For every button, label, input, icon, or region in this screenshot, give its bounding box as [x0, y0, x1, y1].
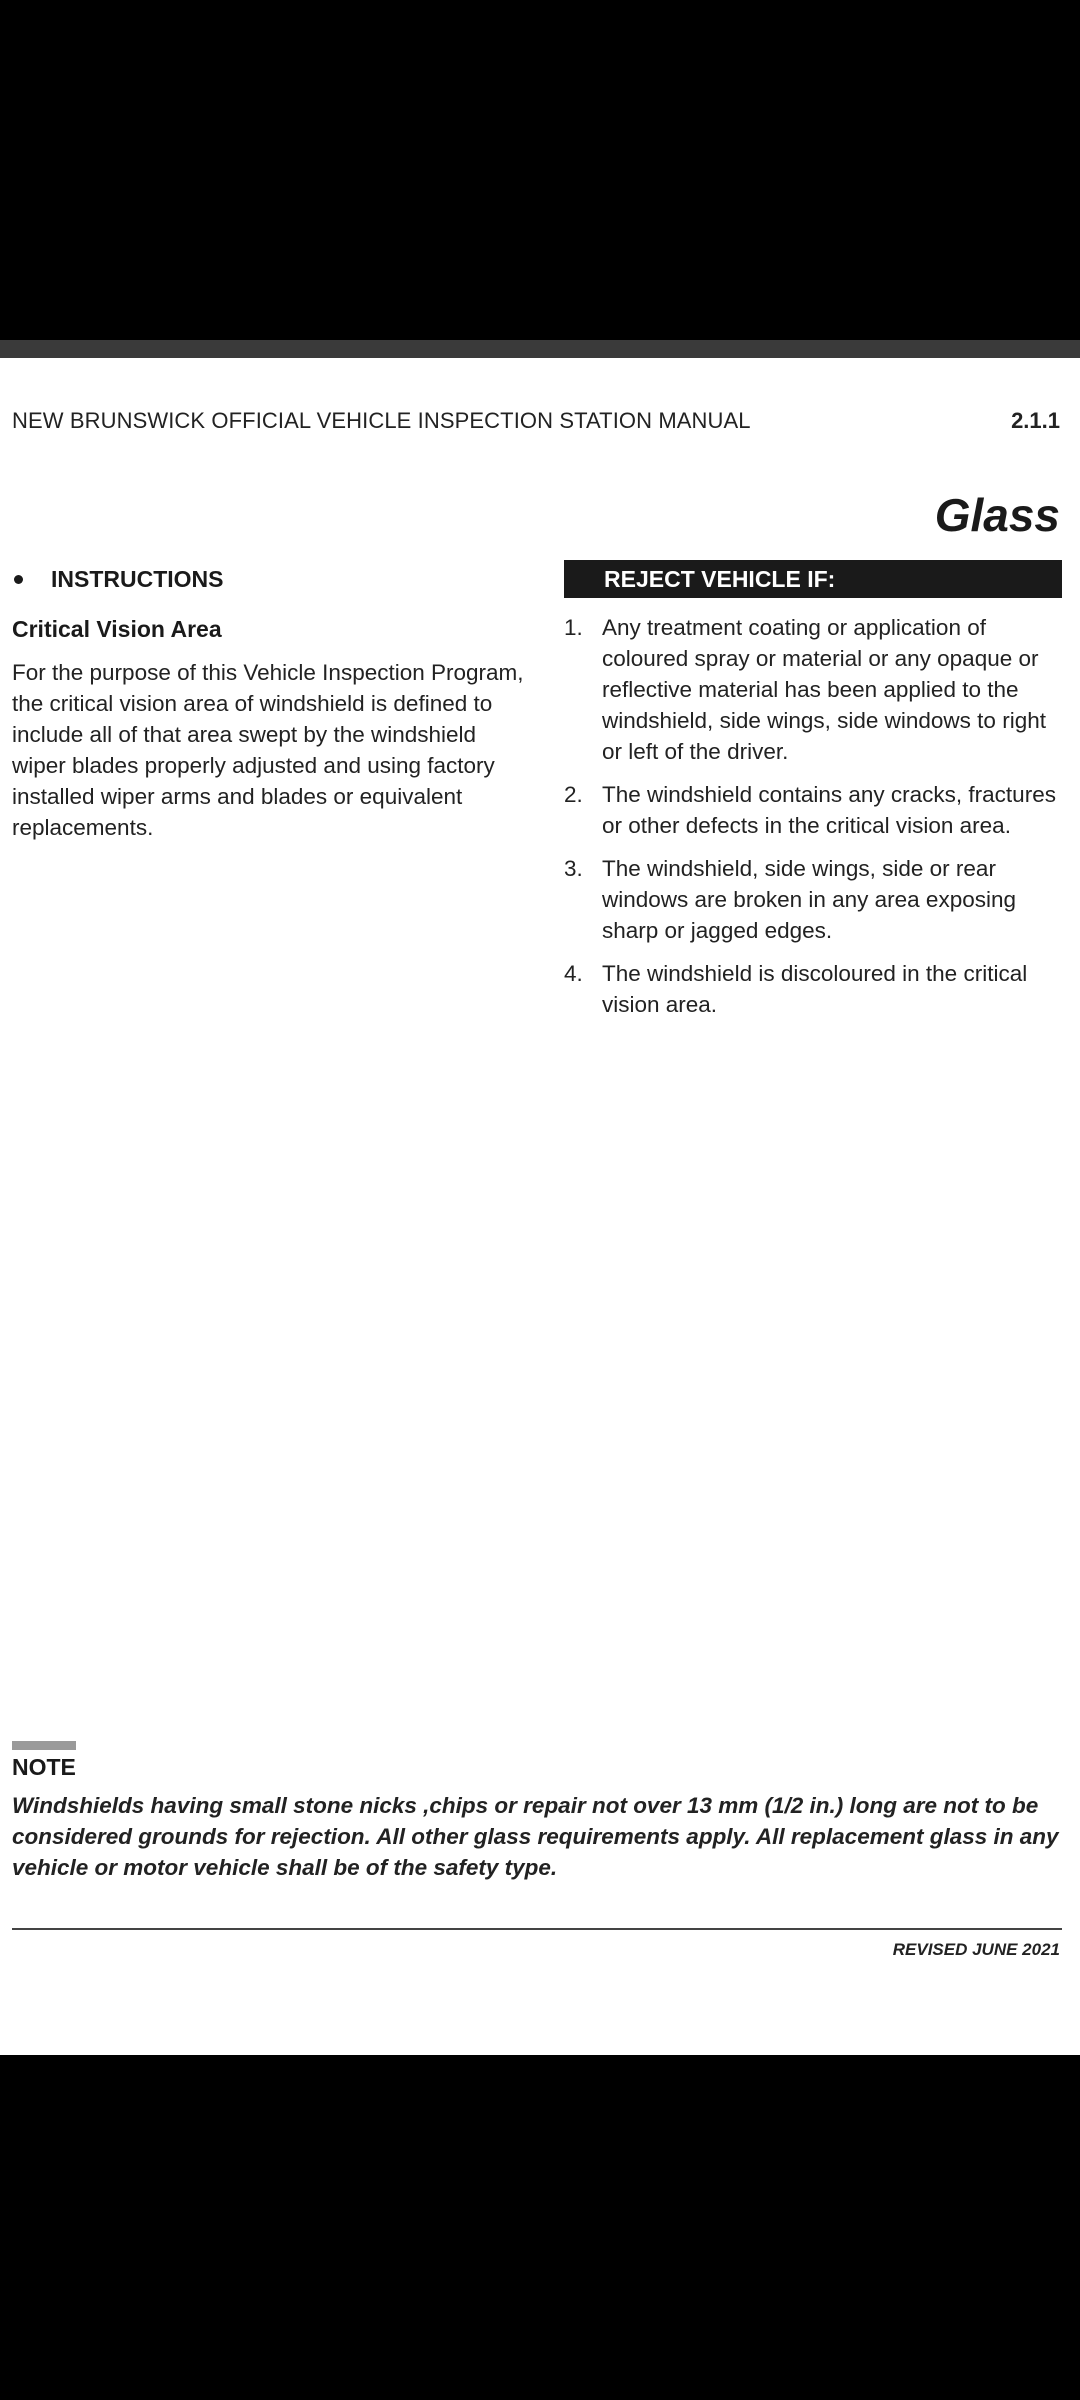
list-item-text: The windshield contains any cracks, fractures or other defects in the critical vision area. [602, 782, 1056, 838]
list-item-number: 2. [564, 782, 583, 807]
list-item [564, 853, 1062, 946]
critical-vision-heading: Critical Vision Area [12, 616, 222, 642]
reject-list [564, 612, 1062, 1020]
note-accent-bar [12, 1741, 76, 1750]
reject-heading: REJECT VEHICLE IF: [564, 560, 1062, 598]
list-item-text: Any treatment coating or application of coloured spray or material or any opaque or reflective material has been applied to the windshield, side wings, side windows to right or left of the driver. [602, 615, 1046, 764]
bottom-black-bar [0, 2055, 1080, 2400]
top-black-bar [0, 0, 1080, 340]
note-text: Windshields having small stone nicks ,chips or repair not over 13 mm (1/2 in.) long are not to be considered grounds for rejection. All other glass requirements apply. All replacement glass in any vehicle or motor vehicle shall be of the safety type. [12, 1793, 1059, 1880]
reject-column [564, 560, 1062, 1032]
list-item-text: The windshield is discoloured in the critical vision area. [602, 961, 1028, 1017]
list-item [564, 958, 1062, 1020]
page-title: Glass [934, 489, 1060, 541]
revised-date: REVISED JUNE 2021 [892, 1940, 1060, 1959]
list-item-number: 1. [564, 615, 583, 640]
instructions-heading [12, 558, 532, 600]
list-item-number: 3. [564, 856, 583, 881]
top-divider-bar [0, 340, 1080, 358]
list-item [564, 779, 1062, 841]
document-page[interactable] [0, 358, 1080, 2055]
instructions-column [12, 558, 532, 843]
list-item-number: 4. [564, 961, 583, 986]
footer-divider [12, 1928, 1062, 1930]
critical-vision-text: For the purpose of this Vehicle Inspection Program, the critical vision area of windshield is defined to include all of that area swept by the windshield wiper blades properly adjusted and using factory installed wiper arms and blades or equivalent replacements. [12, 660, 524, 840]
manual-title: NEW BRUNSWICK OFFICIAL VEHICLE INSPECTION STATION MANUAL [12, 408, 751, 433]
list-item [564, 612, 1062, 767]
instructions-heading-label: INSTRUCTIONS [51, 565, 224, 592]
note-title: NOTE [12, 1754, 76, 1780]
bullet-icon [14, 575, 23, 584]
section-number: 2.1.1 [1011, 408, 1060, 433]
list-item-text: The windshield, side wings, side or rear windows are broken in any area exposing sharp or jagged edges. [602, 856, 1016, 943]
